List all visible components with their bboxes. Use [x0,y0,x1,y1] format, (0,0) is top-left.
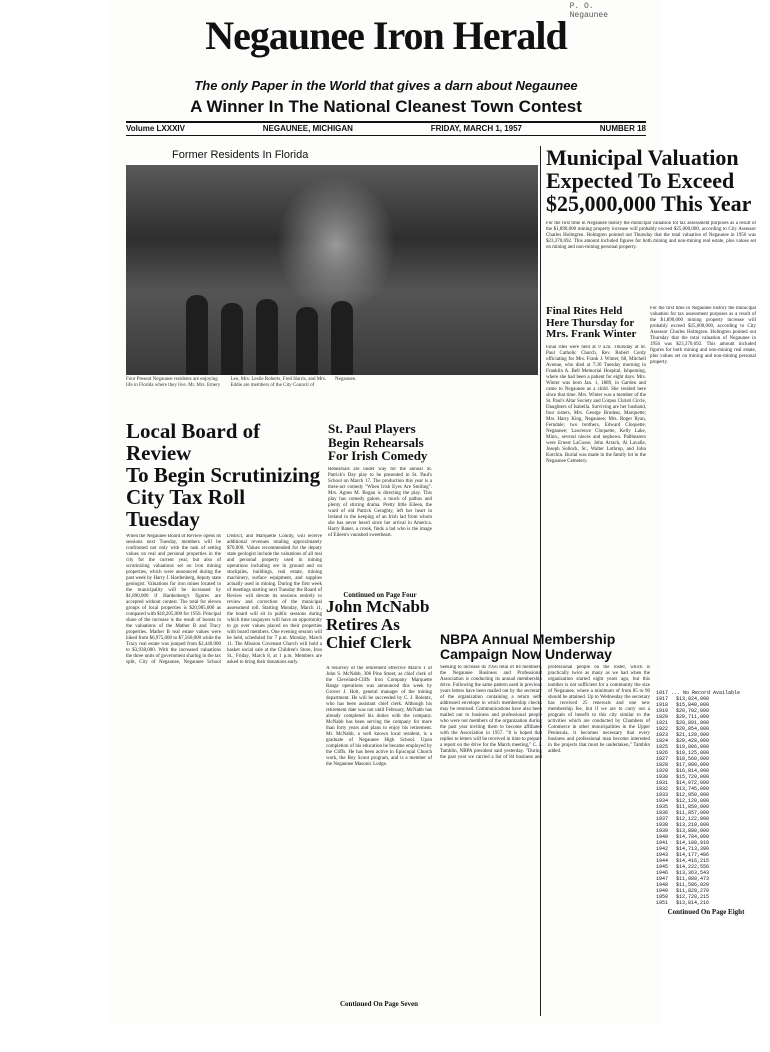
headline-line: Municipal Valuation [546,145,739,170]
table-year: 1931 [656,780,669,786]
rites-body: Final rites were held at 9 a.m. Thursday at St. Paul Catholic Church, Rev. Robert Cordy officiating for Mrs. Frank J. Winter, 68, Mitchell Avenue, who died at 7:30 Tuesday morning in Franklin A. Bell Memorial Hospital, Ishpeming, where she had been a patient for eight days. Mrs. Winter was born Jan. 1, 1889, in Garden and came to Negaunee as a child. She resided here since that time. Mrs. Winter was a member of the St. Paul's Altar Society and Corpus Christi Circle, Daughters of Isabella. Surviving are her husband, four sisters, Mrs. George Brodeur, Marquette; Mrs. Harry King, Negaunee; Mrs. Roger Ryan, Ferndale; two brothers, Edward Cloquette, Negaunee; Lawrence Cloquette, Kelly Lake, Minn., several nieces and nephews. Pallbearers were Ernest LaCosse, John Arrach, Al Lavalle, Joseph Sollock, Sr., Walter Lothrop, and John Kotchin. Burial was made in the family lot in the Negaunee Cemetery. [546,344,646,464]
headline-line: Mrs. Frank Winter [546,328,637,341]
photo-caption: Four Present Negaunee residents are enjoying life in Florida where they live. Mr. Mrs. Emery Leo, Mrs. Leslie Roberts, Fred Harris, and Mrs. Eddie are members of the City Council of Negaunee. [126,377,357,388]
photo-figure [296,307,318,375]
table-value: $14,713,390 [676,846,710,852]
table-year: 1920 [656,714,669,720]
date: FRIDAY, MARCH 1, 1957 [430,124,523,133]
table-year: 1948 [656,882,669,888]
table-value: $14,416,215 [676,858,710,864]
table-value: $20,428,000 [676,738,710,744]
stamp-line: P. O. [569,2,594,11]
table-value: $15,720,000 [676,774,710,780]
table-value: $13,363,543 [676,870,710,876]
table-year: 1925 [656,744,669,750]
table-year: 1933 [656,792,669,798]
headline-line: Here Thursday for [546,316,635,329]
table-value: $20,702,000 [676,708,710,714]
table-year: 1917 [656,696,669,702]
headline-line: NBPA Annual Membership [440,631,616,647]
table-year: 1929 [656,768,669,774]
table-value: $17,980,000 [676,762,710,768]
table-year: 1947 [656,876,669,882]
issue-number: NUMBER 18 [599,124,646,133]
photo-figure [221,303,243,375]
table-year: 1941 [656,840,669,846]
table-rows [656,696,756,906]
table-year: 1932 [656,786,669,792]
table-year: 1924 [656,738,669,744]
mcnabb-article [326,598,432,652]
table-value: $18,560,000 [676,756,710,762]
masthead-contest: A Winner In The National Cleanest Town Contest [190,97,582,116]
table-value: $20,854,000 [676,726,710,732]
table-year: 1950 [656,894,669,900]
table-year: 1936 [656,810,669,816]
players-body: Rehearsals are under way for the annual St. Patrick's Day play to be presented in St. Paul's School on March 17. The production this year is a three-act comedy "When Irish Eyes Are Smiling". Mrs. Agnes M. Bogan is directing the play. This play has comedy galore, a touch of pathos and plenty of stirring drama. Pretty little Eileen, the ward of old Patrick Geraghty, left her heart in Ireland in the keeping of an Irish lad from whom she has never heard since her arrival in America. Harry Bauer, a crook, finds a lad who is the image of Eileen's vanished sweetheart. [328,466,432,538]
valuation-continued: Continued On Page Eight [667,908,745,916]
table-value: $14,222,556 [676,864,710,870]
table-value: $11,829,270 [676,888,710,894]
headline-line: Begin Rehearsals [328,434,424,450]
table-value: $12,120,000 [676,798,710,804]
table-row [656,900,756,906]
florida-photo [126,165,538,375]
table-year: 1934 [656,798,669,804]
table-year: 1939 [656,828,669,834]
headline-line: Expected To Exceed [546,168,735,194]
volume: Volume LXXXIV [126,124,185,133]
table-value: $11,850,000 [676,804,710,810]
rites-headline [546,306,646,341]
table-year: 1935 [656,804,669,810]
table-value: $14,177,486 [676,852,710,858]
photo-figure [256,299,278,375]
nbpa-body: Seeking to increase its 1956 total of 84 members, the Negaunee Business and Professional Association is conducting its annual membership drive. Following the same pattern used in previous years letters have been mailed out by the secretary of the organization containing a return self-addressed envelope in which membership checks may be returned. Communications have also been mailed out to business and professional people who were not members of the organization during the past year inviting them to become affiliated with the Association in 1957. "It is hoped that replies to letters will be received in time to prepare a report on the drive for the March meeting," C. J. Tamblin, NBPA president said yesterday. "During the past year we carried a list of 84 business and professional people on the roster, which is practically twice as many as we had when the organization started eight years ago, but this number is not sufficient for a community the size of Negaunee, where a minimum of from 85 to 90 should be attained. Up to Wednesday the secretary has received 25 renewals and one new membership fee, but if we are to carry out a program of benefit to this city similar to the activities which are conducted by Chambers of Commerce in other municipalities in the Upper Peninsula, it becomes necessary that every business and professional man become interested in the projects that must be undertaken," Tamblin added. [440,665,650,761]
table-value: $19,806,000 [676,744,710,750]
table-year: 1919 [656,708,669,714]
library-stamp [570,2,608,20]
headline-line: For Irish Comedy [328,448,428,464]
table-value: $13,745,000 [676,786,710,792]
table-value: $12,122,000 [676,816,710,822]
place: NEGAUNEE, MICHIGAN [262,124,353,133]
headline-line: Retires As [326,614,400,634]
masthead-tagline: The only Paper in the World that gives a darn about Negaunee [194,78,578,93]
table-value: $12,720,215 [676,894,710,900]
table-value: $16,814,000 [676,768,710,774]
table-value: $14,180,910 [676,840,710,846]
review-headline [126,420,322,530]
headline-line: St. Paul Players [328,421,416,436]
table-value: $15,840,000 [676,702,710,708]
headline-line: $25,000,000 This Year [546,191,752,217]
table-value: $13,024,000 [676,696,710,702]
table-year: 1938 [656,822,669,828]
players-headline [328,422,432,463]
mcnabb-body: A resurvey of the retirement effective March 1 of John S. McNabb, 306 Pine Street, as chief clerk of the Cleveland-Cliffs Iron Company Marquette Range operations was announced this week by Grover J. Holt, general manager of the mining department. He will be succeeded by C. J. Bolentz, who has been assistant chief clerk. Although his retirement date was not until February, McNabb has already completed his duties with the company. McNabb has been serving the company for more than forty years and plans to enjoy his retirement. Mr. McNabb, a well known local resident, is a graduate of Negaunee High School. Upon completion of his education he became employed by the Cliffs. He has been active in Episcopal Church work, the Boy Scout program, and is a member of the Negaunee Masonic Lodge. [326,666,432,767]
photo-figure [331,301,353,375]
mcnabb-body-wrap [326,666,432,1008]
valuation-column [650,306,756,596]
table-value: $13,210,000 [676,822,710,828]
headline-line: To Begin Scrutinizing [126,463,321,488]
stamp-line: Negaunee [569,11,608,20]
folio-line [126,121,646,136]
table-value: $19,125,000 [676,750,710,756]
headline-line: Final Rites Held [546,305,623,317]
table-year: 1930 [656,774,669,780]
table-value: $11,989,473 [676,876,710,882]
table-year: 1918 [656,702,669,708]
table-year: 1922 [656,726,669,732]
table-year: 1940 [656,834,669,840]
table-year: 1937 [656,816,669,822]
photo-figure [186,295,208,375]
nbpa-headline [440,632,650,661]
municipal-article [546,146,756,279]
newspaper-page [110,0,756,1024]
nbpa-article [440,632,650,987]
table-value: $11,857,000 [676,810,710,816]
review-article [126,420,322,1052]
table-year: 1921 [656,720,669,726]
headline-line: John McNabb [326,597,430,616]
valuation-table [656,690,756,916]
table-header: 1917 ... No Record Available [656,690,741,696]
table-year: 1942 [656,846,669,852]
table-year: 1928 [656,762,669,768]
table-year: 1945 [656,864,669,870]
mcnabb-headline [326,598,432,652]
valuation-body: For the first time in Negaunee history the municipal valuation for tax assessment purposes as a result of the $1,890,000 mining property increase will probably exceed $25,000,000, according to City Assessor Charles Holmgren. Holmgren pointed out Thursday that the total valuation of Negaunee in 1956 was $23,370,692. This amount included figures for both mining and non-mining real estate, plus values set on mining and non-mining personal property. [650,306,756,365]
table-value: $21,120,000 [676,732,710,738]
municipal-body: For the first time in Negaunee history the municipal valuation for tax assessment purposes as a result of the $1,890,000 mining property increase will probably exceed $25,000,000, according to City Assessor Charles Holmgren. Holmgren pointed out Thursday that the total valuation of Negaunee in 1956 was $23,370,692. This amount included figures for both mining and non-mining real estate, plus values set on mining and non-mining personal property. [546,221,756,251]
photo-highlight [276,175,396,315]
table-value: $11,586,020 [676,882,710,888]
table-value: $13,880,000 [676,828,710,834]
mcnabb-continued: Continued On Page Seven [340,1000,418,1008]
headline-line: Chief Clerk [326,632,412,652]
table-year: 1927 [656,756,669,762]
table-value: $14,784,000 [676,834,710,840]
photo-heading: Former Residents In Florida [172,149,309,161]
table-value: $20,711,000 [676,714,710,720]
table-value: $20,891,000 [676,720,710,726]
headline-line: Campaign Now Underway [440,645,612,662]
masthead-title: Negaunee Iron Herald [205,13,567,58]
players-article [328,422,432,599]
municipal-headline [546,146,756,215]
table-year: 1926 [656,750,669,756]
table-value: $13,814,216 [676,900,710,906]
players-continued: Continued on Page Four [343,590,417,599]
headline-line: City Tax Roll Tuesday [126,485,246,532]
table-year: 1943 [656,852,669,858]
table-year: 1946 [656,870,669,876]
table-year: 1944 [656,858,669,864]
headline-line: Local Board of Review [126,419,261,466]
table-value: $14,972,000 [676,780,710,786]
review-body: When the Negaunee Board of Review opens its sessions next Tuesday, members will be confronted not only with the task of setting values on real and personal properties in the city for the current year, but also of scrutinizing valuations set on iron mining properties, which were announced during the past week by Harry J. Hardenberg, deputy state geologist. Valuations for iron mines located in the municipality will be increased by $1,890,000 if Hardenberg's figures are accepted without contest. The total for eleven groups of local properties is $20,985,000 as compared with $18,205,000 for 1956. Principal share of the increase is the result of boosts in the valuations of the Mather B and Tracy properties. Mather B real estate values were hiked from $6,975,000 to $7,560,000 while the Tracy real estate was jumped from $3,440,000 to $3,938,000. With the increased valuations the three units of government sharing in the tax split, City of Negaunee, Negaunee School District, and Marquette County, will receive additional revenues totaling approximately $70,000. Values recommended for the deputy state geologist include the valuations of all real and personal property used in mining operations including ore in ground and on stockpiles, buildings, real estate, mining machinery, surface equipment, and supplies actually used in mining. During the first week of meetings starting next Tuesday the Board of Review will devote its sessions entirely to review and correction of the municipal assessment roll. Starting Monday, March 11, the board will sit in public sessions during which time taxpayers will have an opportunity to go over values placed on their properties with board members. One evening session will be held, scheduled for 7 p.m. Monday, March 11. The Mission Covenant Church will hold a basket social sale at the Children's Store, Iron St., Friday, March 8, at 1 p.m. Members are asked to bring their donations early. [126,534,322,666]
table-value: $12,950,000 [676,792,710,798]
table-year: 1949 [656,888,669,894]
table-year: 1951 [656,900,669,906]
table-year: 1923 [656,732,669,738]
